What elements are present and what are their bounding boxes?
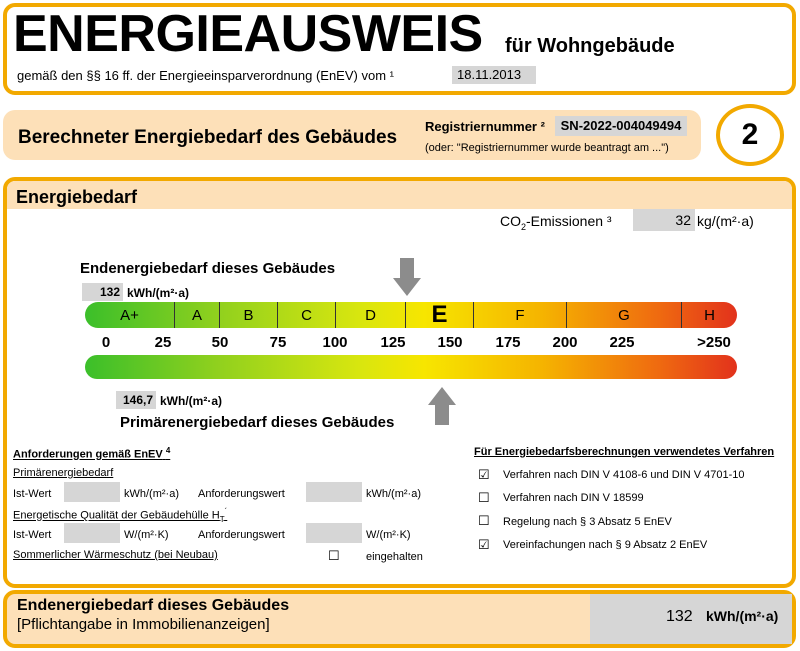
document-subtitle: für Wohngebäude [505, 35, 675, 57]
efficiency-class-h: H [704, 307, 715, 324]
method-label-2: Verfahren nach DIN V 18599 [503, 492, 644, 504]
primary-energy-arrow-icon [428, 387, 456, 425]
efficiency-class-f: F [474, 302, 567, 328]
registration-note: (oder: "Registriernummer wurde beantragt am ...") [425, 142, 669, 154]
scale-tick-label: 50 [211, 334, 229, 351]
envelope-required-label: Anforderungswert [198, 529, 285, 541]
scale-tick-label: 150 [437, 334, 463, 351]
primary-actual-label: Ist-Wert [13, 488, 52, 500]
co2-label-post: -Emissionen ³ [526, 213, 612, 229]
envelope-quality-text: Energetische Qualität der Gebäudehülle H [13, 509, 220, 522]
registration-number-field: SN-2022-004049494 [555, 116, 687, 136]
method-checkbox-3[interactable]: ☐ [478, 513, 490, 528]
efficiency-class-b: B [220, 302, 278, 328]
final-energy-label: Endenergiebedarf dieses Gebäudes [80, 260, 336, 277]
summer-protection-checkbox[interactable]: ☐ [328, 548, 340, 563]
primary-actual-field[interactable] [64, 482, 120, 502]
primary-required-unit: kWh/(m²·a) [366, 488, 421, 500]
method-label-4: Vereinfachungen nach § 9 Absatz 2 EnEV [503, 539, 708, 551]
efficiency-class-a: A [175, 302, 220, 328]
efficiency-class-a-plus: A+ [85, 302, 175, 328]
envelope-actual-unit: W/(m²·K) [124, 529, 169, 541]
co2-label-pre: CO [500, 213, 521, 229]
efficiency-class-d: D [336, 302, 406, 328]
footer-title: Endenergiebedarf dieses Gebäudes [17, 597, 290, 614]
envelope-actual-field[interactable] [64, 523, 120, 543]
method-label-1: Verfahren nach DIN V 4108-6 und DIN V 4701-10 [503, 469, 745, 481]
envelope-quality-heading [13, 507, 227, 524]
footer-note: [Pflichtangabe in Immobilienanzeigen] [17, 616, 270, 633]
primary-energy-heading: Primärenergiebedarf [13, 467, 114, 479]
primary-required-label: Anforderungswert [198, 488, 285, 500]
co2-label-sub: 2 [521, 221, 527, 232]
scale-tick-label: >250 [697, 334, 731, 351]
scale-tick-label: 125 [380, 334, 406, 351]
energy-demand-panel [3, 177, 796, 588]
scale-tick-label: 75 [269, 334, 287, 351]
summer-protection-label: Sommerlicher Wärmeschutz (bei Neubau) [13, 549, 218, 561]
co2-label [500, 213, 612, 232]
enev-date-field: 18.11.2013 [452, 66, 536, 84]
scale-tick-label: 25 [154, 334, 172, 351]
summer-protection-status: eingehalten [366, 551, 423, 563]
scale-tick-label: 225 [609, 334, 635, 351]
final-energy-value-field: 132 [82, 283, 123, 301]
efficiency-scale-bar [85, 302, 737, 328]
primary-required-field[interactable] [306, 482, 362, 502]
primary-energy-unit: kWh/(m²·a) [160, 394, 222, 408]
efficiency-class-c: C [278, 302, 336, 328]
document-title: ENERGIEAUSWEIS [13, 5, 483, 63]
calculation-title: Berechneter Energiebedarf des Gebäudes [18, 127, 398, 148]
primary-energy-value-field: 146,7 [116, 391, 156, 409]
legal-basis-text: gemäß den §§ 16 ff. der Energieeinsparverordnung (EnEV) vom ¹ [17, 68, 394, 83]
final-energy-arrow-icon [393, 258, 421, 296]
efficiency-class-g: G [567, 302, 682, 328]
requirements-title-sup: 4 [165, 446, 171, 455]
scale-tick-label: 200 [552, 334, 578, 351]
efficiency-scale-lower-bar [85, 355, 737, 379]
primary-energy-label: Primärenergiebedarf dieses Gebäudes [120, 414, 395, 431]
method-label-3: Regelung nach § 3 Absatz 5 EnEV [503, 516, 672, 528]
footer-unit: kWh/(m²·a) [706, 608, 779, 624]
envelope-quality-sub: T [219, 514, 225, 524]
primary-actual-unit: kWh/(m²·a) [124, 488, 179, 500]
methods-title: Für Energiebedarfsberechnungen verwendetes Verfahren [474, 446, 775, 458]
footer-value: 132 [666, 608, 693, 625]
requirements-title-text: Anforderungen gemäß EnEV [13, 448, 163, 461]
method-checkbox-4[interactable]: ☑ [478, 537, 490, 552]
energy-demand-title: Energiebedarf [16, 187, 138, 207]
method-checkbox-1[interactable]: ☑ [478, 467, 490, 482]
envelope-actual-label: Ist-Wert [13, 529, 52, 541]
efficiency-class-e: E [406, 302, 474, 328]
page-number-badge: 2 [716, 104, 784, 166]
scale-tick-label: 100 [322, 334, 348, 351]
method-checkbox-2[interactable]: ☐ [478, 490, 490, 505]
envelope-required-field[interactable] [306, 523, 362, 543]
requirements-title [13, 446, 170, 461]
co2-unit: kg/(m²·a) [697, 213, 754, 229]
envelope-required-unit: W/(m²·K) [366, 529, 411, 541]
co2-value-field: 32 [633, 209, 695, 231]
registration-label: Registriernummer ² [425, 119, 545, 134]
envelope-quality-sup: ´ [224, 507, 228, 516]
scale-tick-label: 0 [101, 334, 111, 351]
scale-tick-label: 175 [495, 334, 521, 351]
final-energy-unit: kWh/(m²·a) [127, 286, 189, 300]
